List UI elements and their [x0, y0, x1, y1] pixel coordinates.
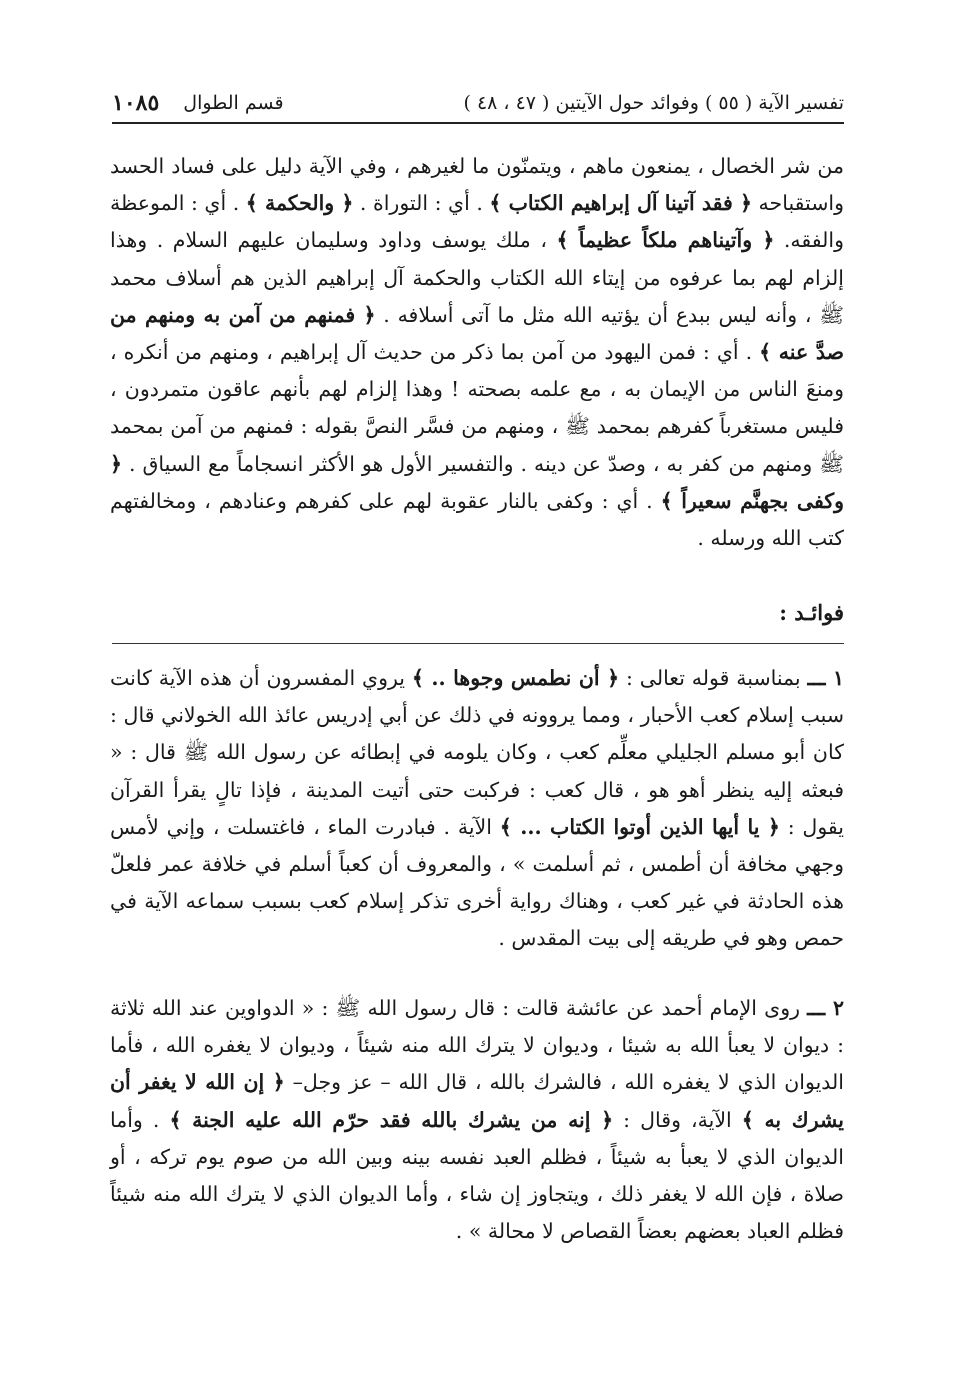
text-segment: من شر الخصال ، يمنعون ماهم ، ويتمنّون ما لغيرهم ، وفي الآية دليل على فساد الحسد واستقباحه: [110, 154, 844, 216]
benefit-item-2: [110, 990, 844, 1250]
quran-quote: ﴿ وآتيناهم ملكاً عظيماً ﴾: [556, 228, 775, 253]
benefit-1-number: ١ ـــ: [807, 666, 845, 690]
quran-quote: ﴿ فمنهم من آمن به ومنهم من صدَّ عنه ﴾: [110, 302, 844, 365]
intro-paragraph: [110, 148, 844, 557]
fawaid-heading: فوائـد :: [779, 600, 844, 625]
benefit-1-text: [110, 660, 844, 958]
text-segment: ، ملك يوسف وداود وسليمان عليهم السلام . وهذا إلزام لهم بما عرفوه من إيتاء الله الكتاب والحكمة آل إبراهيم الذين هم أسلاف محمد ﷺ ، وأنه ليس ببدع أن يؤتيه الله مثل ما آتى أسلافه .: [110, 228, 844, 327]
quran-quote: ﴿ إن الله لا يغفر أن يشرك به ﴾: [110, 1070, 845, 1132]
page-header: [112, 84, 844, 124]
section-divider: [112, 643, 844, 644]
text-segment: يروي المفسرون أن هذه الآية كانت سبب إسلام كعب الأحبار ، ومما يروونه في ذلك عن أبي إدريس عائذ الله الخولاني قال : كان أبو مسلم الجليلي معلِّم كعب ، وكان يلومه في إبطائه عن رسول الله ﷺ قال : « فبعثه إليه ينظر أهو هو ، قال كعب : فركبت حتى أتيت المدينة ، فإذا تالٍ يقرأ القرآن يقول :: [110, 666, 844, 839]
text-segment: روى الإمام أحمد عن عائشة قالت : قال رسول الله ﷺ : « الدواوين عند الله ثلاثة : ديوان لا يعبأ الله به شيئا ، وديوان لا يترك الله منه شيئاً ، وديوان لا يغفره الله ، فأما الديوان الذي لا يغفره الله ، فالشرك بالله ، قال الله – عز وجل–: [110, 996, 845, 1095]
text-segment: . وأما الديوان الذي لا يعبأ به شيئاً ، فظلم العبد نفسه بينه وبين الله من صوم يوم تركه ، أو صلاة ، فإن الله لا يغفر ذلك ، ويتجاوز إن شاء ، وأما الديوان الذي لا يترك الله منه شيئاً فظلم العباد بعضهم بعضاً القصاص لا محالة » .: [110, 1107, 845, 1244]
text-segment: . أي : فمن اليهود من آمن بما ذكر من حديث آل إبراهيم ، ومنهم من أنكره ، ومنعَ الناس من الإيمان به ، مع علمه بصحته ! وهذا إلزام لهم بأنهم عاقون متمردون ، فليس مستغرباً كفرهم بمحمد ﷺ ، ومنهم من فسَّر النصَّ بقوله : فمنهم من آمن بمحمد ﷺ ومنهم من كفر به ، وصدّ عن دينه . والتفسير الأول هو الأكثر انسجاماً مع السياق .: [110, 340, 844, 476]
quran-quote: ﴿ وكفى بجهنَّم سعيراً ﴾: [110, 451, 844, 513]
quran-quote: ﴿ إنه من يشرك بالله فقد حرّم الله عليه الجنة ﴾: [169, 1107, 614, 1132]
text-segment: . أي : وكفى بالنار عقوبة لهم على كفرهم وعنادهم ، ومخالفتهم كتب الله ورسله .: [110, 488, 844, 551]
text-segment: . أي : التوراة .: [353, 191, 490, 216]
page-number: ١٠٨٥: [112, 90, 160, 116]
text-segment: الآية . فبادرت الماء ، فاغتسلت ، وإني لأمس وجهي مخافة أن أطمس ، ثم أسلمت » ، والمعروف أن كعباً أسلم في خلافة عمر فلعلّ هذه الحادثة في غير كعب ، وهناك رواية أخرى تذكر إسلام كعب بسبب سماعه الآية في حمص وهو في طريقه إلى بيت المقدس .: [110, 814, 844, 951]
benefit-item-1: [110, 660, 844, 958]
quran-quote: ﴿ فقد آتينا آل إبراهيم الكتاب ﴾: [489, 191, 753, 216]
benefit-2-number: ٢ ـــ: [807, 996, 844, 1020]
quran-quote: ﴿ والحكمة ﴾: [245, 191, 354, 216]
text-segment: بمناسبة قوله تعالى :: [619, 666, 808, 690]
text-segment: الآية، وقال :: [613, 1107, 742, 1132]
header-title: تفسير الآية ( ٥٥ ) وفوائد حول الآيتين ( ٤٧ ، ٤٨ ): [463, 92, 844, 114]
benefit-2-text: [110, 990, 844, 1250]
quran-quote: ﴿ أن نطمس وجوها .. ﴾: [411, 666, 620, 690]
header-section: قسم الطوال: [183, 92, 284, 114]
header-meta: [112, 90, 284, 116]
text-segment: . أي : الموعظة والفقه.: [110, 191, 844, 253]
quran-quote: ﴿ يا أيها الذين أوتوا الكتاب ... ﴾: [499, 814, 780, 839]
intro-text: [110, 148, 844, 557]
